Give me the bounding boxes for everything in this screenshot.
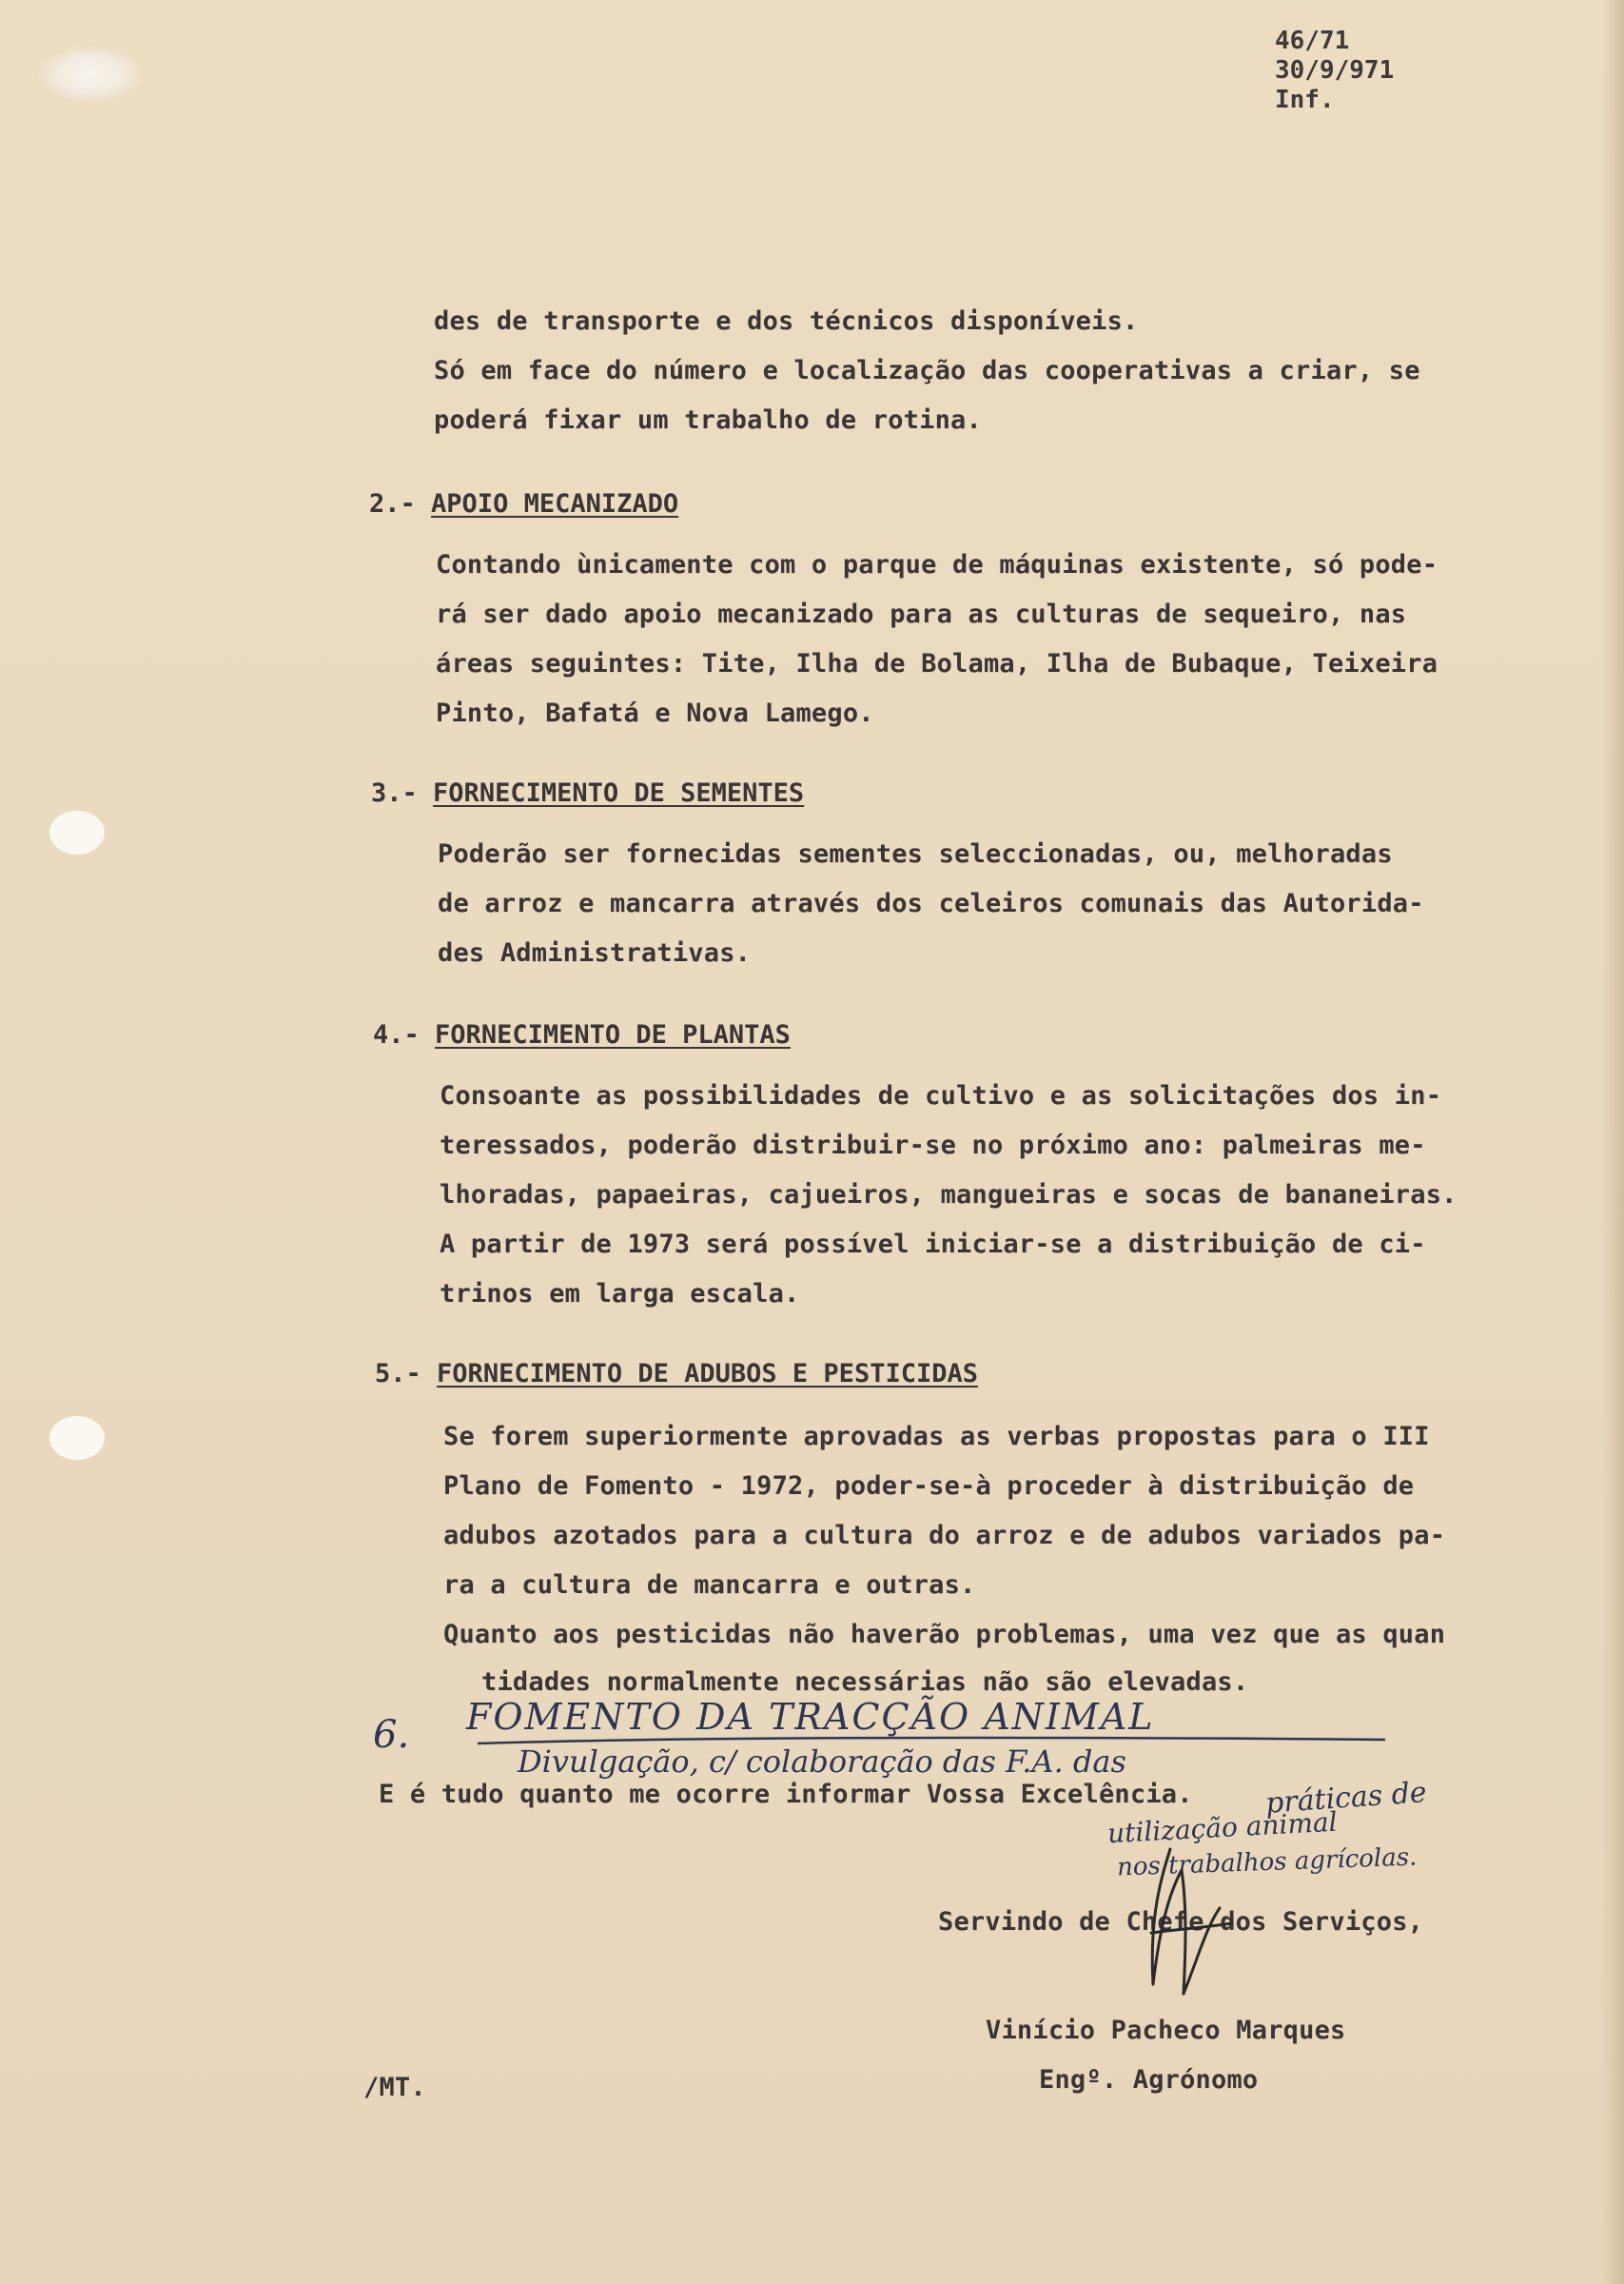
section-title: FORNECIMENTO DE PLANTAS <box>435 1020 791 1050</box>
handwritten-title: FOMENTO DA TRACÇÃO ANIMAL <box>466 1696 1155 1738</box>
reference-date: 30/9/971 <box>1275 56 1395 85</box>
section-line: rá ser dado apoio mecanizado para as culturas de sequeiro, nas <box>436 600 1407 629</box>
section-line: teressados, poderão distribuir-se no próximo ano: palmeiras me- <box>440 1131 1426 1160</box>
reference-block <box>1275 27 1394 115</box>
section-line: Se forem superiormente aprovadas as verbas propostas para o III <box>443 1422 1430 1451</box>
section-heading-5 <box>375 1359 978 1388</box>
section-number: 3.- <box>371 778 418 808</box>
torn-corner <box>38 46 143 103</box>
section-line: trinos em larga escala. <box>440 1279 800 1309</box>
section-line: de arroz e mancarra através dos celeiros comunais das Autorida- <box>438 889 1424 918</box>
intro-line: des de transporte e dos técnicos disponíveis. <box>434 306 1139 336</box>
section-line: A partir de 1973 será possível iniciar-se a distribuição de ci- <box>440 1230 1426 1259</box>
section-line: tidades normalmente necessárias não são elevadas. <box>481 1667 1249 1697</box>
signature-role: Servindo de Chefe dos Serviços, <box>938 1907 1424 1937</box>
handwritten-line: utilização animal <box>1106 1805 1339 1850</box>
section-title: FORNECIMENTO DE SEMENTES <box>433 778 805 808</box>
section-line: Contando ùnicamente com o parque de máquinas existente, só pode- <box>436 550 1438 580</box>
handwritten-line: práticas de <box>1263 1776 1428 1821</box>
handwritten-line: Divulgação, c/ colaboração das F.A. das <box>518 1743 1126 1780</box>
section-number: 2.- <box>369 489 416 519</box>
section-heading-3 <box>371 778 804 808</box>
section-title: APOIO MECANIZADO <box>431 489 679 519</box>
section-line: Quanto aos pesticidas não haverão problemas, uma vez que as quan <box>443 1620 1446 1649</box>
section-title: FORNECIMENTO DE ADUBOS E PESTICIDAS <box>437 1359 978 1388</box>
punch-hole-bottom <box>49 1416 105 1460</box>
section-heading-4 <box>373 1020 791 1050</box>
section-line: Pinto, Bafatá e Nova Lamego. <box>436 699 874 728</box>
signatory-title: Engº. Agrónomo <box>1039 2065 1259 2095</box>
section-line: Consoante as possibilidades de cultivo e as solicitações dos in- <box>440 1081 1442 1111</box>
handwritten-line: nos trabalhos agrícolas. <box>1116 1842 1418 1882</box>
section-line: ra a cultura de mancarra e outras. <box>443 1570 976 1600</box>
closing-line: E é tudo quanto me ocorre informar Vossa Excelência. <box>379 1780 1193 1809</box>
handwritten-number: 6. <box>373 1713 410 1757</box>
punch-hole-top <box>49 811 105 855</box>
section-line: Poderão ser fornecidas sementes seleccionadas, ou, melhoradas <box>438 839 1393 869</box>
intro-line: Só em face do número e localização das cooperativas a criar, se <box>434 356 1420 385</box>
section-heading-2 <box>369 489 678 519</box>
section-line: áreas seguintes: Tite, Ilha de Bolama, Ilha de Bubaque, Teixeira <box>436 649 1438 679</box>
section-line: lhoradas, papaeiras, cajueiros, mangueiras e socas de bananeiras. <box>440 1180 1458 1210</box>
section-line: Plano de Fomento - 1972, poder-se-à proceder à distribuição de <box>443 1471 1415 1501</box>
reference-number: 46/71 <box>1275 27 1350 55</box>
section-line: adubos azotados para a cultura do arroz e de adubos variados pa- <box>443 1521 1446 1550</box>
typist-initials: /MT. <box>363 2073 426 2102</box>
reference-type: Inf. <box>1275 86 1335 114</box>
section-number: 4.- <box>373 1020 420 1050</box>
section-line: des Administrativas. <box>438 938 752 968</box>
signature-mark <box>1132 1841 1237 2013</box>
signatory-name: Vinício Pacheco Marques <box>986 2016 1346 2045</box>
section-number: 5.- <box>375 1359 421 1388</box>
intro-line: poderá fixar um trabalho de rotina. <box>434 405 982 435</box>
page-edge-shadow <box>1601 0 1624 2284</box>
